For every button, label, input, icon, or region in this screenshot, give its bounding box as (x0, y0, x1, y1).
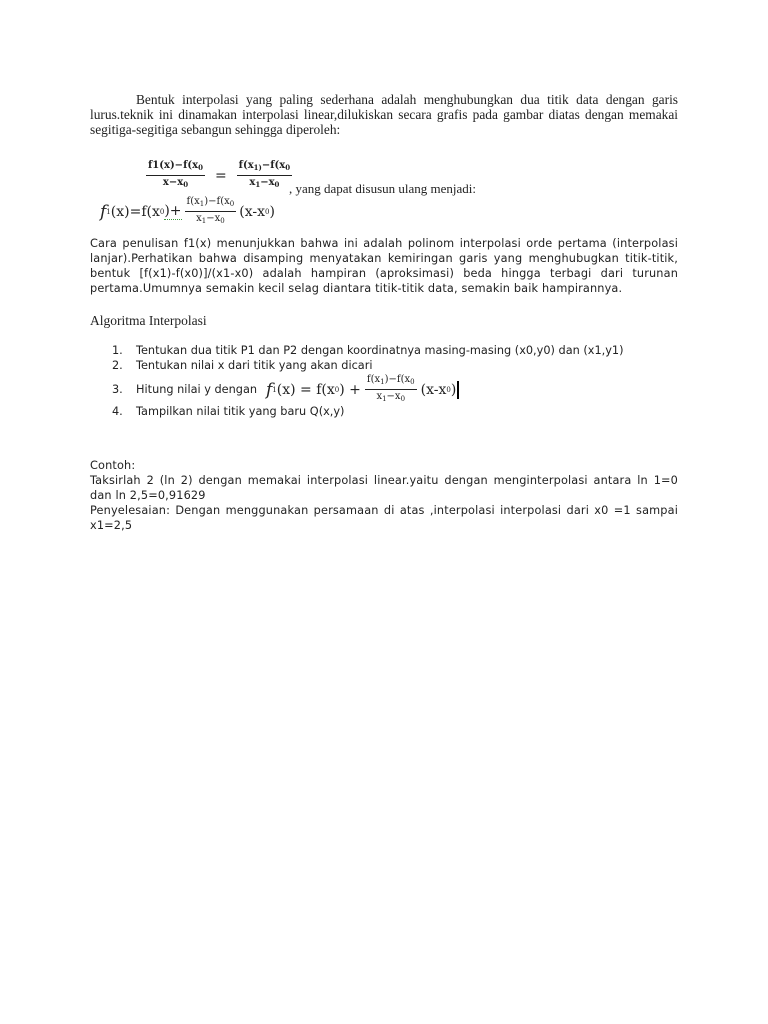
eq2-n-rest: )−f(x (204, 196, 230, 207)
eq3-plus: ) + (339, 381, 361, 398)
eq3-d: x (376, 391, 383, 402)
equation3-fraction (365, 374, 417, 405)
equation1-right-numerator (237, 160, 292, 176)
equation1-left-denominator (161, 176, 190, 191)
eq2-x0-sub: 0 (159, 207, 165, 216)
eq2-tail-close: ) (269, 203, 275, 220)
explanation-paragraph: Cara penulisan f1(x) menunjukkan bahwa ini adalah polinom interpolasi orde pertama (interpolasi lanjar).Perhatikan bahwa disamping menyatakan kemiringan garis yang menghubugkan titik-titik, bentuk [f(x1)-f(x0)]/(x1-x0) adalah hampiran (aproksimasi) beda hingga terbagi dari turunan pertama.Umumnya semakin kecil selag diantara titik-titik data, semakin baik hampirannya. (90, 237, 678, 295)
equation1-right-fraction (237, 160, 292, 191)
eq3-d-sub2: 0 (400, 395, 406, 403)
eq2-tail-sub: 0 (265, 207, 270, 216)
eq1-rd-sub2: 0 (274, 180, 280, 189)
equation1-equals: = (214, 167, 227, 184)
eq3-d-rest: −x (386, 391, 401, 402)
eq1-ln-text: f1(x)−f(x (148, 160, 199, 171)
eq1-rn-text: f(x (238, 160, 254, 171)
equation1-left-fraction (146, 160, 205, 191)
step-text: Hitung nilai y dengan (136, 383, 258, 396)
eq3-tail-close: ) (450, 381, 457, 398)
intro-paragraph (90, 92, 678, 137)
equation1-tail-text: , yang dapat disusun ulang menjadi: (289, 181, 477, 196)
eq2-d-sub: 1 (201, 217, 207, 225)
eq3-d-sub: 1 (382, 395, 387, 403)
eq1-ld-text: x−x (162, 177, 184, 188)
equation-slope-ratio (146, 160, 292, 191)
list-item (112, 404, 672, 419)
step-text: Tentukan nilai x dari titik yang akan dicari (136, 359, 373, 372)
step-text: Tentukan dua titik P1 dan P2 dengan koordinatnya masing-masing (x0,y0) dan (x1,y1) (136, 344, 624, 357)
eq2-tail: (x-x (239, 203, 265, 220)
eq3-lhs-rest: (x) = f(x (276, 381, 335, 398)
eq3-tail: (x-x (420, 381, 447, 398)
step-text: Tampilkan nilai titik yang baru Q(x,y) (136, 405, 345, 418)
eq1-ld-sub: 0 (183, 180, 189, 189)
eq1-rn-rest: −f(x (261, 160, 286, 171)
text-cursor (457, 381, 459, 399)
eq3-n-rest: )−f(x (384, 374, 411, 385)
eq1-rd-text: x (249, 177, 256, 188)
intro-paragraph-text: Bentuk interpolasi yang paling sederhana adalah menghubungkan dua titik data dengan garis lurus.teknik ini dinamakan interpolasi linear,dilukiskan secara grafis pada gambar diatas dengan memakai segitiga-segitiga sebangun sehingga diperoleh: (90, 92, 678, 137)
example-solution: Penyelesaian: Dengan menggunakan persamaan di atas ,interpolasi interpolasi dari x0 =1 sampai x1=2,5 (90, 504, 678, 532)
eq3-n-sub2: 0 (410, 378, 415, 386)
equation2-numerator (185, 196, 237, 212)
algorithm-heading: Algoritma Interpolasi (90, 313, 207, 328)
eq1-rd-sub: 1 (255, 180, 261, 189)
step-number: 2. (112, 359, 123, 372)
eq3-tail-sub: 0 (446, 385, 451, 394)
eq2-n-sub: 1 (199, 200, 205, 208)
equation-step3 (266, 374, 459, 405)
eq2-lhs-rest: (x)=f(x (110, 203, 160, 220)
eq1-rn-sub: 1) (253, 163, 262, 172)
eq3-n: f(x (366, 374, 381, 385)
eq1-rn-sub2: 0 (285, 163, 291, 172)
eq3-x0-sub: 0 (334, 385, 340, 394)
example-question: Taksirlah 2 (ln 2) dengan memakai interpolasi linear.yaitu dengan menginterpolasi antara ln 1=0 dan ln 2,5=0,91629 (90, 474, 678, 502)
step-number: 1. (112, 344, 123, 357)
eq2-n-sub2: 0 (229, 200, 235, 208)
example-label: Contoh: (90, 459, 136, 472)
equation-linear-interpolation (100, 196, 275, 227)
eq2-plus: )+ (164, 203, 182, 219)
eq2-d-sub2: 0 (220, 217, 225, 225)
eq2-lhs-sub: 1 (106, 207, 111, 216)
eq1-rd-rest: −x (260, 177, 275, 188)
step-number: 3. (112, 383, 123, 396)
equation2-fraction (185, 196, 237, 227)
eq3-n-sub: 1 (380, 378, 385, 386)
equation1-right-denominator (247, 176, 281, 191)
example-section (90, 458, 678, 533)
equation3-denominator (374, 390, 407, 405)
list-item (112, 343, 672, 358)
eq2-d-rest: −x (206, 213, 221, 224)
equation2-denominator (194, 212, 227, 227)
eq2-d: x (196, 213, 202, 224)
equation3-numerator (365, 374, 417, 390)
step-number: 4. (112, 405, 123, 418)
eq3-lhs: f (266, 379, 273, 400)
eq1-ln-sub: 0 (198, 163, 203, 172)
eq3-lhs-sub: 1 (272, 385, 277, 394)
eq2-lhs: f (100, 201, 107, 222)
eq2-n: f(x (186, 196, 200, 207)
list-item (112, 358, 672, 373)
equation1-left-numerator (146, 160, 205, 176)
